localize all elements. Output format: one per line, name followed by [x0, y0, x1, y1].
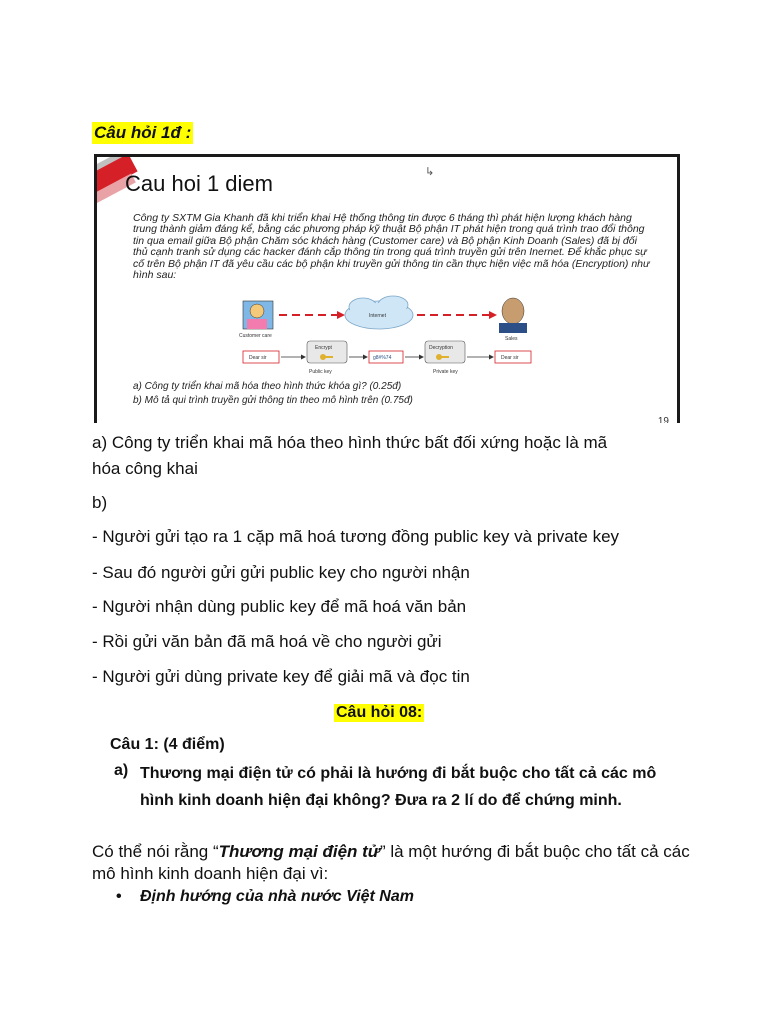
heading-cau-hoi-1: Câu hỏi 1đ :: [94, 123, 192, 142]
para-pre: Có thể nói rằng “: [92, 842, 219, 861]
encrypt-label: Encrypt: [315, 345, 332, 351]
answer-paragraph: [92, 841, 712, 885]
doc-right: Dear sir: [501, 355, 519, 361]
decryption-label: Decryption: [429, 345, 453, 351]
step-2: - Sau đó người gửi gửi public key cho người nhận: [92, 563, 470, 582]
arrow-head-icon: [301, 355, 306, 360]
arrow-head-icon: [419, 355, 424, 360]
customer-icon: [243, 301, 273, 329]
step-4: - Rồi gửi văn bản đã mã hoá về cho người gửi: [92, 632, 442, 651]
slide-body: Công ty SXTM Gia Khanh đã khi triển khai Hệ thống thông tin được 6 tháng thì phát hiện lượng khách hàng trung thành giảm đáng kể, bằng các phương pháp kỹ thuật Bộ phận IT phát hiện trong quá trình trao đổi thông tin qua email giữa Bộ phận Chăm sóc khách hàng (Customer care) và Bộ phận Kinh Doanh (Sales) đã bị đối thủ cạnh tranh sử dụng các hacker đánh cắp thông tin trong quá trình truyền gửi trên Inernet. Để khắc phục sự cố trên Bộ phận IT đã yêu cầu các bộ phận khi truyền gửi thông tin cần thực hiện việc mã hóa (Encryption) như hình sau:: [133, 212, 650, 282]
heading-cau-hoi-08: Câu hỏi 08:: [336, 704, 423, 721]
para-emphasis: Thương mại điện tử: [218, 842, 380, 861]
arrow-head-icon: [489, 311, 497, 319]
private-key-label: Private key: [433, 369, 458, 375]
step-3: - Người nhận dùng public key để mã hoá văn bản: [92, 597, 467, 616]
question-a-label: a): [114, 762, 129, 779]
slide-question-a: a) Công ty triển khai mã hóa theo hình thức khóa gì? (0.25đ): [133, 381, 402, 392]
cursor-icon: ↳: [425, 166, 435, 178]
answer-a-line1: a) Công ty triển khai mã hóa theo hình thức bất đối xứng hoặc là mã: [92, 433, 608, 452]
slide-image: [94, 154, 680, 423]
sales-label: Sales: [505, 336, 518, 342]
slide-page-number: 19: [657, 416, 669, 423]
slide-title: Cau hoi 1 diem: [125, 171, 273, 196]
slide-question-b: b) Mô tả qui trình truyền gửi thông tin theo mô hình trên (0.75đ): [133, 395, 413, 406]
arrow-head-icon: [489, 355, 494, 360]
answer-b-label: b): [92, 493, 108, 512]
sales-icon: [499, 298, 527, 333]
step-5: - Người gửi dùng private key để giải mã và đọc tin: [92, 667, 470, 686]
encryption-diagram: [97, 293, 677, 389]
answer-a-line2: hóa công khai: [92, 459, 198, 478]
bullet-icon: •: [116, 888, 122, 905]
internet-label: Internet: [369, 313, 386, 319]
question-1-title: Câu 1: (4 điểm): [110, 736, 225, 753]
doc-left: Dear sir: [249, 355, 267, 361]
step-1: - Người gửi tạo ra 1 cặp mã hoá tương đồng public key và private key: [92, 527, 620, 546]
customer-label: Customer care: [239, 333, 272, 339]
question-a-text: Thương mại điện tử có phải là hướng đi bắt buộc cho tất cả các mô hình kinh doanh hiện đại không? Đưa ra 2 lí do để chứng minh.: [140, 765, 657, 809]
arrow-head-icon: [337, 311, 345, 319]
para-post: ” là một hướng đi bắt buộc cho tất cả các mô hình kinh doanh hiện đại vì:: [92, 842, 690, 883]
doc-mid: g8#%74: [373, 355, 392, 361]
arrow-head-icon: [363, 355, 368, 360]
bullet-item-1: Định hướng của nhà nước Việt Nam: [140, 888, 414, 905]
public-key-label: Public key: [309, 369, 332, 375]
